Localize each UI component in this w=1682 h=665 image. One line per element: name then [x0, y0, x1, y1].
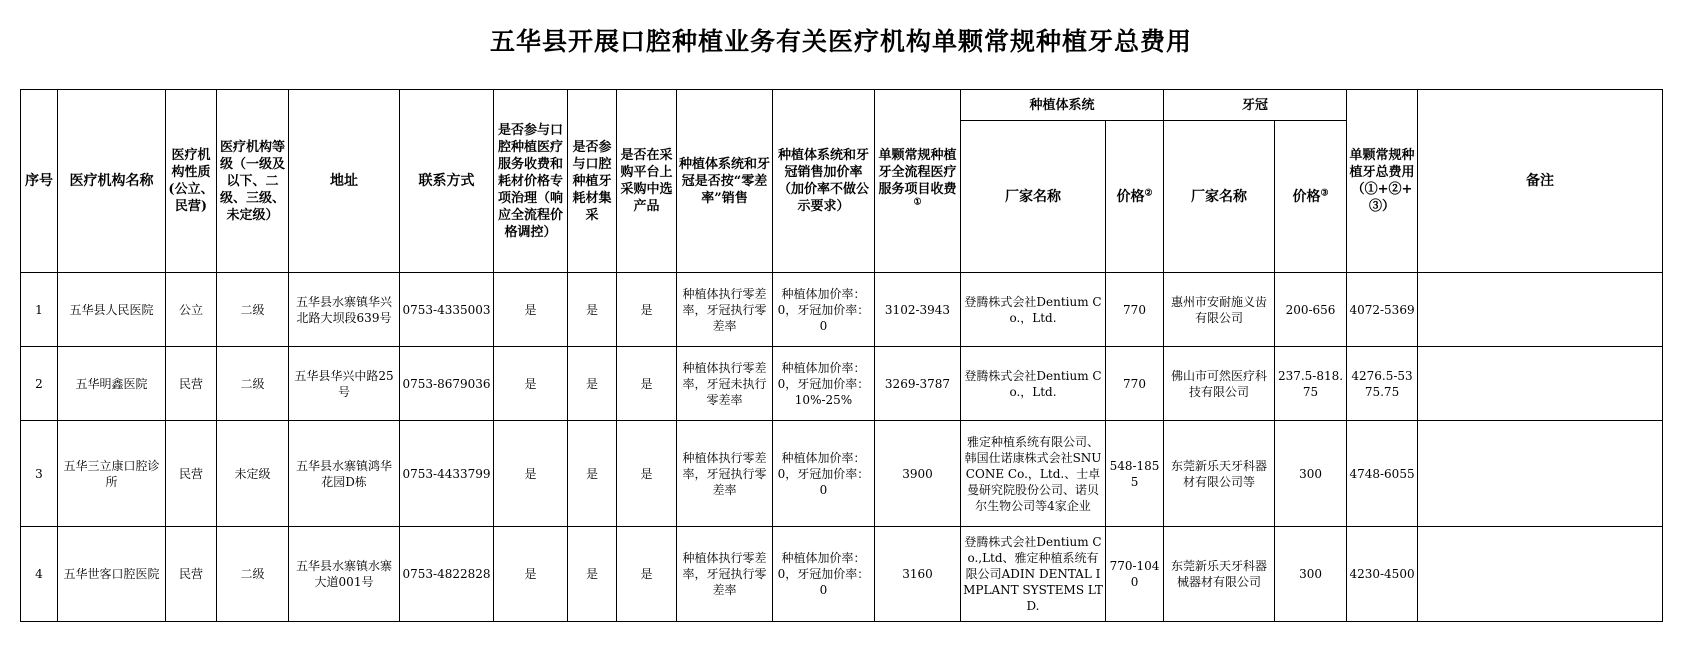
cell-service-fee: 3160 [875, 527, 961, 622]
cell-remark [1418, 527, 1663, 622]
cell-contact: 0753-4822828 [400, 527, 494, 622]
cell-total: 4072-5369 [1347, 273, 1418, 347]
cell-address: 五华县水寨镇华兴北路大坝段639号 [289, 273, 400, 347]
header-platform: 是否在采购平台上采购中选产品 [617, 90, 677, 273]
header-crown-price-label: 价格 [1292, 188, 1321, 205]
table-row [21, 527, 1663, 622]
header-implant-manufacturer: 厂家名称 [961, 121, 1106, 273]
cell-service-fee: 3269-3787 [875, 347, 961, 421]
cell-zero-markup: 种植体执行零差率，牙冠执行零差率 [677, 527, 773, 622]
cell-implant-maker: 登腾株式会社Dentium Co.，Ltd. [961, 273, 1106, 347]
header-implant-price [1106, 121, 1164, 273]
cell-service-fee: 3102-3943 [875, 273, 961, 347]
footnote-3-marker: ③ [1320, 187, 1329, 198]
cell-level: 二级 [217, 527, 289, 622]
header-markup-rate: 种植体系统和牙冠销售加价率（加价率不做公示要求） [773, 90, 875, 273]
cell-implant-price: 770 [1106, 347, 1164, 421]
cell-name: 五华明鑫医院 [58, 347, 166, 421]
cell-zero-markup: 种植体执行零差率，牙冠执行零差率 [677, 273, 773, 347]
cell-zero-markup: 种植体执行零差率，牙冠执行零差率 [677, 421, 773, 527]
header-collective: 是否参与口腔种植牙耗材集采 [568, 90, 617, 273]
cell-implant-maker: 登腾株式会社Dentium Co.，Ltd. [961, 347, 1106, 421]
header-governance: 是否参与口腔种植医疗服务收费和耗材价格专项治理（响应全流程价格调控） [494, 90, 568, 273]
cell-markup-rate: 种植体加价率：0，牙冠加价率：0 [773, 273, 875, 347]
fee-table [20, 89, 1663, 622]
cell-collective: 是 [568, 273, 617, 347]
cell-collective: 是 [568, 527, 617, 622]
footnote-1-marker: ① [913, 197, 922, 208]
table-row [21, 347, 1663, 421]
cell-governance: 是 [494, 273, 568, 347]
header-implant-price-label: 价格 [1116, 188, 1145, 205]
cell-crown-maker: 佛山市可然医疗科技有限公司 [1164, 347, 1275, 421]
cell-level: 未定级 [217, 421, 289, 527]
cell-name: 五华三立康口腔诊所 [58, 421, 166, 527]
cell-total: 4276.5-5375.75 [1347, 347, 1418, 421]
header-address: 地址 [289, 90, 400, 273]
cell-level: 二级 [217, 347, 289, 421]
cell-seq: 4 [21, 527, 58, 622]
cell-address: 五华县水寨镇水寨大道001号 [289, 527, 400, 622]
page-title: 五华县开展口腔种植业务有关医疗机构单颗常规种植牙总费用 [489, 27, 1192, 56]
cell-address: 五华县华兴中路25号 [289, 347, 400, 421]
cell-crown-maker: 东莞新乐天牙科器械器材有限公司 [1164, 527, 1275, 622]
cell-crown-price: 237.5-818.75 [1275, 347, 1347, 421]
cell-total: 4748-6055 [1347, 421, 1418, 527]
header-crown-manufacturer: 厂家名称 [1164, 121, 1275, 273]
cell-contact: 0753-4335003 [400, 273, 494, 347]
header-zero-markup: 种植体系统和牙冠是否按“零差率”销售 [677, 90, 773, 273]
footnote-2-marker: ② [1144, 187, 1153, 198]
cell-crown-price: 300 [1275, 421, 1347, 527]
cell-crown-maker: 东莞新乐天牙科器材有限公司等 [1164, 421, 1275, 527]
cell-markup-rate: 种植体加价率：0，牙冠加价率：0 [773, 421, 875, 527]
cell-markup-rate: 种植体加价率：0，牙冠加价率：10%-25% [773, 347, 875, 421]
cell-service-fee: 3900 [875, 421, 961, 527]
cell-implant-maker: 雅定种植系统有限公司、韩国仕诺康株式会社SNUCONE Co.，Ltd.、士卓曼研究院股份公司、诺贝尔生物公司等4家企业 [961, 421, 1106, 527]
cell-zero-markup: 种植体执行零差率，牙冠未执行零差率 [677, 347, 773, 421]
header-total: 单颗常规种植牙总费用（①+②+③） [1347, 90, 1418, 273]
cell-platform: 是 [617, 421, 677, 527]
cell-nature: 民营 [166, 347, 217, 421]
cell-governance: 是 [494, 421, 568, 527]
cell-crown-price: 300 [1275, 527, 1347, 622]
cell-level: 二级 [217, 273, 289, 347]
cell-governance: 是 [494, 347, 568, 421]
cell-platform: 是 [617, 347, 677, 421]
table-row [21, 273, 1663, 347]
header-nature: 医疗机构性质(公立、民营) [166, 90, 217, 273]
cell-crown-maker: 惠州市安耐施义齿有限公司 [1164, 273, 1275, 347]
header-crown-group: 牙冠 [1164, 90, 1347, 121]
cell-address: 五华县水寨镇鸿华花园D栋 [289, 421, 400, 527]
table-row [21, 421, 1663, 527]
cell-seq: 3 [21, 421, 58, 527]
header-implant-group: 种植体系统 [961, 90, 1164, 121]
cell-implant-price: 770-1040 [1106, 527, 1164, 622]
header-seq: 序号 [21, 90, 58, 273]
cell-nature: 民营 [166, 421, 217, 527]
cell-crown-price: 200-656 [1275, 273, 1347, 347]
header-service-fee [875, 90, 961, 273]
header-crown-price [1275, 121, 1347, 273]
cell-contact: 0753-4433799 [400, 421, 494, 527]
cell-implant-price: 548-1855 [1106, 421, 1164, 527]
cell-implant-maker: 登腾株式会社Dentium Co.,Ltd、雅定种植系统有限公司ADIN DENTAL IMPLANT SYSTEMS LTD. [961, 527, 1106, 622]
cell-name: 五华县人民医院 [58, 273, 166, 347]
cell-contact: 0753-8679036 [400, 347, 494, 421]
cell-seq: 1 [21, 273, 58, 347]
cell-seq: 2 [21, 347, 58, 421]
cell-remark [1418, 347, 1663, 421]
header-level: 医疗机构等级（一级及以下、二级、三级、未定级） [217, 90, 289, 273]
header-name: 医疗机构名称 [58, 90, 166, 273]
cell-markup-rate: 种植体加价率：0，牙冠加价率：0 [773, 527, 875, 622]
header-remark: 备注 [1418, 90, 1663, 273]
cell-platform: 是 [617, 273, 677, 347]
header-contact: 联系方式 [400, 90, 494, 273]
cell-remark [1418, 273, 1663, 347]
cell-governance: 是 [494, 527, 568, 622]
cell-name: 五华世客口腔医院 [58, 527, 166, 622]
cell-nature: 公立 [166, 273, 217, 347]
cell-total: 4230-4500 [1347, 527, 1418, 622]
cell-remark [1418, 421, 1663, 527]
cell-collective: 是 [568, 421, 617, 527]
header-service-fee-label: 单颗常规种植牙全流程医疗服务项目收费 [878, 148, 957, 197]
cell-collective: 是 [568, 347, 617, 421]
cell-platform: 是 [617, 527, 677, 622]
cell-implant-price: 770 [1106, 273, 1164, 347]
cell-nature: 民营 [166, 527, 217, 622]
